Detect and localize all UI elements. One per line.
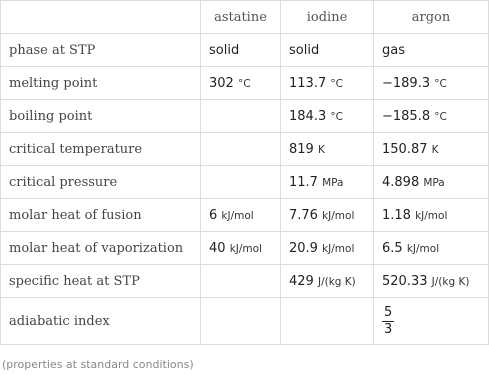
cell-unit: kJ/mol [322,209,355,222]
fraction-numerator: 5 [384,304,393,320]
footnote: (properties at standard conditions) [2,358,194,371]
cell-argon [374,298,489,345]
cell-astatine [201,298,281,345]
fraction-denominator: 3 [384,321,393,337]
row-label: phase at STP [1,34,201,67]
cell-value: 6.5 [382,240,403,256]
cell-astatine [201,265,281,298]
cell-value: −185.8 [382,108,431,124]
table-row [1,34,489,67]
header-corner [1,1,201,34]
cell-value: 11.7 [289,174,318,190]
row-label: specific heat at STP [1,265,201,298]
cell-unit: kJ/mol [322,242,355,255]
cell-unit: MPa [322,176,344,189]
cell-value: 819 [289,141,314,157]
cell-unit: °C [330,110,343,123]
table-row [1,67,489,100]
cell-unit: °C [237,77,251,90]
row-label: melting point [1,67,201,100]
cell-iodine [281,166,374,199]
table-row [1,133,489,166]
cell-iodine [281,67,374,100]
cell-value: 113.7 [289,75,327,91]
cell-value: 150.87 [382,141,428,157]
cell-unit: kJ/mol [415,209,448,222]
cell-astatine [201,100,281,133]
cell-value: 429 [289,273,314,289]
cell-unit: J/(kg K) [317,275,356,288]
table-row [1,232,489,265]
header-iodine: iodine [281,1,374,34]
cell-argon [374,67,489,100]
table-row [1,265,489,298]
cell-unit: MPa [423,176,445,189]
cell-value: 1.18 [382,207,411,223]
table-row [1,199,489,232]
cell-value: 7.76 [289,207,318,223]
cell-value: 184.3 [289,108,327,124]
cell-value: 6 [209,207,218,223]
cell-iodine [281,265,374,298]
cell-argon [374,133,489,166]
cell-iodine [281,133,374,166]
cell-unit: °C [330,77,343,90]
cell-astatine [201,166,281,199]
cell-unit: kJ/mol [221,209,254,222]
cell-iodine [281,100,374,133]
cell-value: solid [209,42,240,58]
cell-astatine [201,67,281,100]
table-row-adiabatic-index [1,298,489,345]
row-label: molar heat of fusion [1,199,201,232]
cell-iodine [281,298,374,345]
row-label: critical pressure [1,166,201,199]
header-astatine: astatine [201,1,281,34]
table-row [1,166,489,199]
row-label: critical temperature [1,133,201,166]
cell-value: 4.898 [382,174,420,190]
cell-unit: kJ/mol [229,242,262,255]
cell-unit: °C [434,110,447,123]
header-argon: argon [374,1,489,34]
table-body [1,34,489,345]
cell-iodine [281,199,374,232]
header-row [1,1,489,34]
cell-astatine [201,232,281,265]
cell-argon [374,199,489,232]
cell-value: 40 [209,240,226,256]
cell-unit: J/(kg K) [431,275,470,288]
cell-value: −189.3 [382,75,431,91]
cell-iodine [281,232,374,265]
table-row [1,100,489,133]
row-label: boiling point [1,100,201,133]
cell-unit: °C [434,77,447,90]
cell-unit: K [431,143,439,156]
cell-argon [374,166,489,199]
row-label: molar heat of vaporization [1,232,201,265]
cell-unit: kJ/mol [406,242,440,255]
row-label: adiabatic index [1,298,201,345]
cell-iodine [281,34,374,67]
cell-argon [374,100,489,133]
cell-argon [374,232,489,265]
cell-astatine [201,199,281,232]
fraction [382,305,394,338]
cell-value: gas [382,42,405,58]
cell-argon [374,34,489,67]
cell-value: 302 [209,75,234,91]
cell-value: solid [289,42,320,58]
cell-value: 520.33 [382,273,428,289]
cell-astatine [201,34,281,67]
cell-unit: K [317,143,325,156]
cell-astatine [201,133,281,166]
cell-value: 20.9 [289,240,318,256]
cell-argon [374,265,489,298]
